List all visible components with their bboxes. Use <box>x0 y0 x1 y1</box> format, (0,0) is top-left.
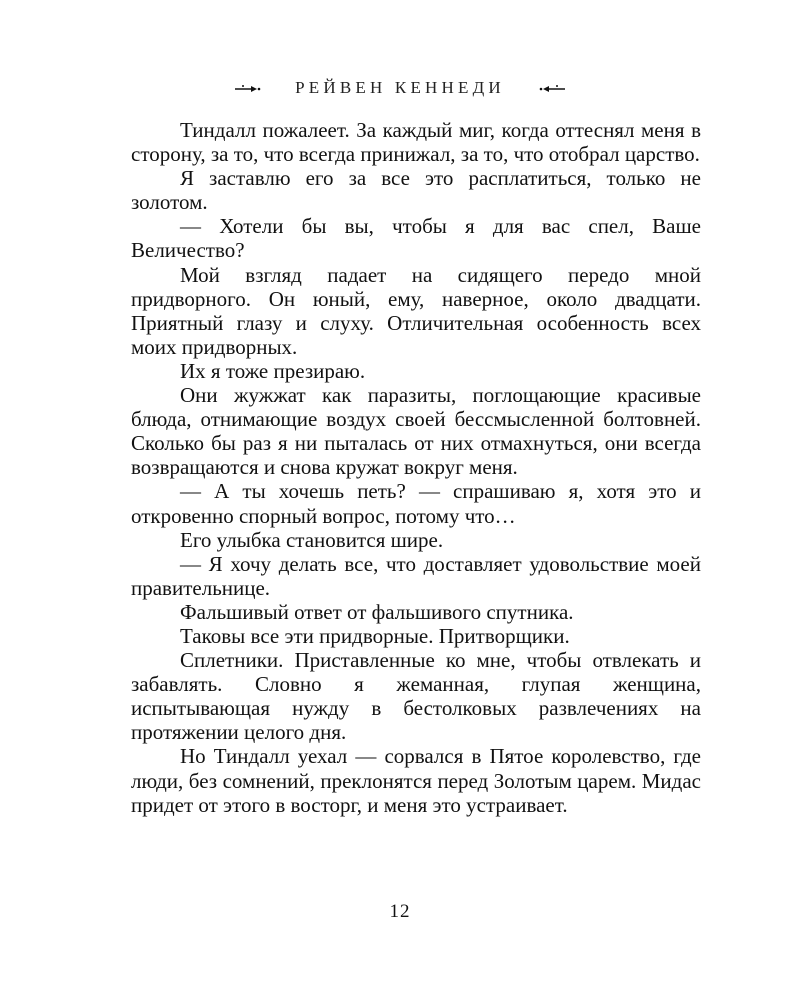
paragraph-5: Их я тоже презираю. <box>180 358 366 383</box>
paragraph-9: — Я хочу делать все, что доставляет удовольствие моей правительнице. <box>131 551 701 600</box>
body-text <box>131 118 701 817</box>
paragraph-11: Таковы все эти придворные. Притворщики. <box>180 623 570 648</box>
paragraph-10: Фальшивый ответ от фальшивого спутника. <box>180 599 574 624</box>
paragraph-3: — Хотели бы вы, чтобы я для вас спел, Ваше Величество? <box>131 214 701 263</box>
paragraph-7: — А ты хочешь петь? — спрашиваю я, хотя это и откровенно спорный вопрос, потому что… <box>131 479 701 528</box>
ornament-left-icon <box>233 82 261 94</box>
paragraph-4: Мой взгляд падает на сидящего передо мной придворного. Он юный, ему, наверное, около двадцати. Приятный глазу и слуху. Отличительная особенность всех моих придворных. <box>131 262 701 359</box>
page-number: 12 <box>389 901 411 922</box>
running-head <box>0 78 800 98</box>
paragraph-8: Его улыбка становится шире. <box>180 527 444 552</box>
paragraph-6: Они жужжат как паразиты, поглощающие красивые блюда, отнимающие воздух своей бессмысленной болтовней. Сколько бы раз я ни пыталась от них отмахнуться, они всегда возвращаются и снова кружат вокруг меня. <box>131 383 701 480</box>
paragraph-1: Тиндалл пожалеет. За каждый миг, когда оттеснял меня в сторону, за то, что всегда принижал, за то, что отобрал царство. <box>131 118 701 167</box>
paragraph-13: Но Тиндалл уехал — сорвался в Пятое королевство, где люди, без сомнений, преклонятся перед Золотым царем. Мидас придет от этого в восторг, и меня это устраивает. <box>131 744 701 817</box>
author-name: РЕЙВЕН КЕННЕДИ <box>295 78 505 97</box>
ornament-right-icon <box>539 82 567 94</box>
paragraph-12: Сплетники. Приставленные ко мне, чтобы отвлекать и забавлять. Словно я жеманная, глупая женщина, испытывающая нужду в бестолковых развлечениях на протяжении целого дня. <box>131 648 701 745</box>
paragraph-2: Я заставлю его за все это расплатиться, только не золотом. <box>131 166 701 215</box>
